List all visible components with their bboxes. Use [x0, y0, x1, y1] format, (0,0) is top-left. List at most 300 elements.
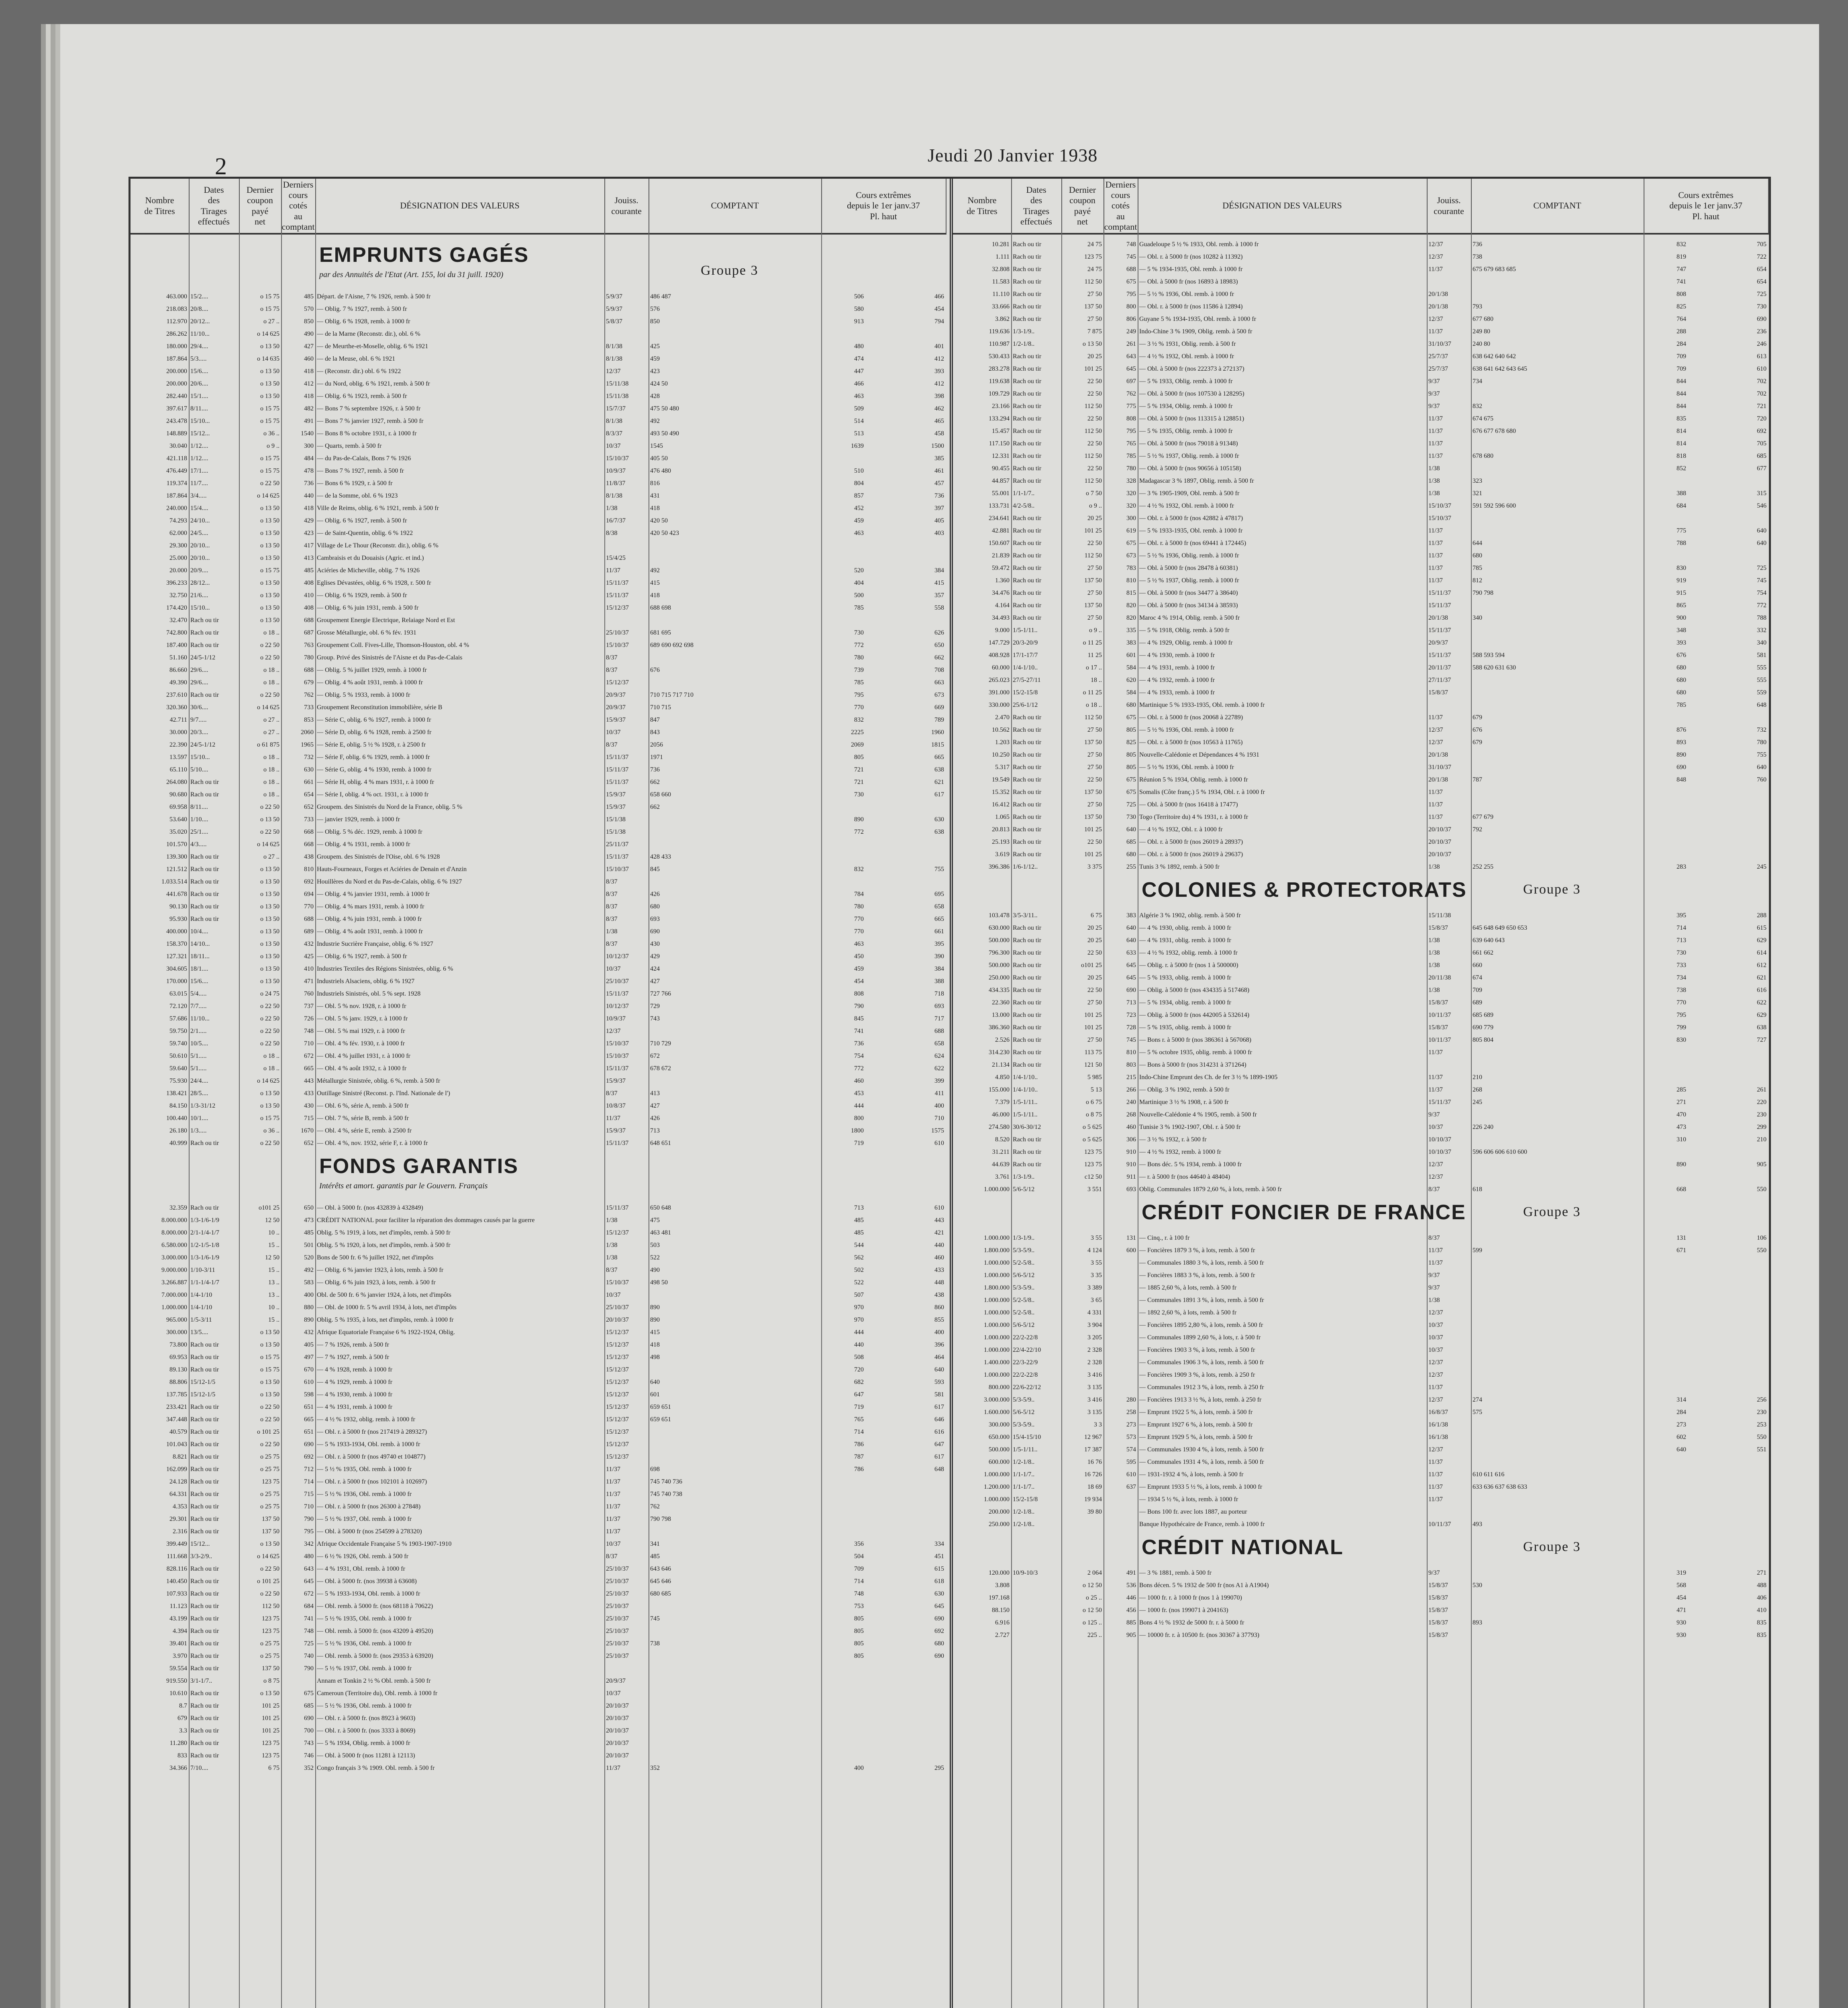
cell-j: 25/7/37 [1428, 363, 1469, 375]
cell-d: Rach ou tir [1013, 413, 1060, 424]
cell-cp: 425 [650, 341, 820, 352]
cell-h: 734 [1645, 972, 1686, 984]
cell-j: 8/1/38 [606, 341, 647, 352]
cell-v: — Emprunt 1922 5 %, à lots, remb. à 500 fr [1139, 1407, 1425, 1418]
cell-p: 795 [1105, 426, 1136, 437]
cell-c: o 22 50 [241, 1138, 279, 1149]
cell-c: 5 13 [1063, 1084, 1102, 1096]
cell-b: 663 [867, 677, 944, 688]
cell-v: — Obl. à 5000 fr (nos 90656 à 105158) [1139, 463, 1425, 474]
cell-c: o 27 .. [241, 851, 279, 863]
cell-d: Rach ou tir [190, 615, 237, 626]
cell-b: 410 [1689, 1605, 1766, 1616]
cell-cp: 890 [650, 1314, 820, 1326]
cell-p: 805 [1105, 762, 1136, 773]
cell-d: Rach ou tir [1013, 799, 1060, 810]
cell-n: 3.266.887 [132, 1277, 187, 1288]
cell-p: 418 [283, 391, 314, 402]
cell-p: 598 [283, 1389, 314, 1400]
cell-v: — 4 % 1930, oblig. remb. à 1000 fr [1139, 922, 1425, 934]
cell-h: 832 [1645, 239, 1686, 250]
cell-h: 825 [1645, 301, 1686, 312]
cell-d: 24/5.... [190, 528, 237, 539]
table-row [953, 812, 1769, 823]
cell-h: 772 [823, 1063, 864, 1074]
cell-h: 509 [823, 403, 864, 414]
cell-c: 123 75 [1063, 251, 1102, 263]
cell-v: — 1000 fr. r. à 1000 fr (nos 1 à 199070) [1139, 1592, 1425, 1604]
cell-b: 755 [1689, 749, 1766, 761]
cell-b: 638 [1689, 1022, 1766, 1033]
cell-v: — Oblig. 6 % 1928, remb. à 1000 fr [317, 316, 603, 327]
cell-p: 670 [283, 1364, 314, 1375]
cell-h: 804 [823, 478, 864, 489]
cell-j: 8/37 [606, 1551, 647, 1562]
cell-c: 137 50 [1063, 787, 1102, 798]
cell-j: 15/11/37 [606, 1063, 647, 1074]
cell-c: o 13 50 [241, 578, 279, 589]
cell-d: Rach ou tir [1013, 575, 1060, 586]
cell-v: — Obl. r. à 5000 fr (nos 102101 à 102697) [317, 1476, 603, 1488]
cell-h: 970 [823, 1314, 864, 1326]
cell-d: 1/3-31/12 [190, 1100, 237, 1112]
cell-c: 137 50 [241, 1663, 279, 1674]
cell-c: 5 985 [1063, 1072, 1102, 1083]
cell-n: 139.300 [132, 851, 187, 863]
cell-p: 651 [283, 1426, 314, 1438]
cell-n: 330.000 [955, 700, 1010, 711]
cell-j: 10/10/37 [1428, 1134, 1469, 1145]
cell-n: 274.580 [955, 1122, 1010, 1133]
cell-v: — Oblig. r. à 5000 fr (nos 1 à 500000) [1139, 960, 1425, 971]
cell-n: 200.000 [132, 378, 187, 390]
table-row [953, 463, 1769, 474]
table-row [131, 453, 950, 464]
cell-j: 15/11/38 [606, 378, 647, 390]
cell-b: 581 [867, 1389, 944, 1400]
cell-c: 3 416 [1063, 1394, 1102, 1406]
cell-j: 12/37 [1428, 724, 1469, 736]
cell-p: 645 [283, 1576, 314, 1587]
cell-d: 24/4.... [190, 1075, 237, 1087]
cell-h: 500 [823, 590, 864, 601]
table-row [131, 1725, 950, 1737]
cell-d: Rach ou tir [1013, 1159, 1060, 1170]
cell-d: Rach ou tir [190, 1750, 237, 1761]
cell-n: 919.550 [132, 1675, 187, 1687]
table-row [953, 1010, 1769, 1021]
cell-j: 15/12/37 [606, 1227, 647, 1239]
cell-j: 15/10/37 [1428, 500, 1469, 512]
table-row [131, 1277, 950, 1288]
cell-c: o 13 50 [241, 926, 279, 937]
cell-p: 675 [1105, 538, 1136, 549]
cell-c: o 9 .. [1063, 625, 1102, 636]
cell-c: 17 387 [1063, 1444, 1102, 1455]
cell-h: 775 [1645, 525, 1686, 537]
cell-h: 520 [823, 565, 864, 576]
cell-b: 261 [1689, 1084, 1766, 1096]
cell-p: 880 [283, 1302, 314, 1313]
table-row [131, 378, 950, 390]
cell-v: — 4 % 1929, Oblig. remb. à 1000 fr [1139, 637, 1425, 649]
cell-j: 20/1/38 [1428, 749, 1469, 761]
cell-d: 5/10.... [190, 764, 237, 775]
cell-p: 432 [283, 939, 314, 950]
cell-h: 814 [1645, 426, 1686, 437]
cell-j: 20/9/37 [606, 702, 647, 713]
cell-h: 460 [823, 1075, 864, 1087]
table-row [131, 901, 950, 912]
table-row [131, 876, 950, 888]
cell-j: 10/37 [606, 1688, 647, 1699]
cell-b: 617 [867, 1402, 944, 1413]
cell-cp: 662 [650, 777, 820, 788]
cell-b: 615 [867, 1563, 944, 1575]
cell-v: — Obl. r. à 5000 fr (nos 10282 à 11392) [1139, 251, 1425, 263]
cell-p: 733 [283, 814, 314, 825]
cell-b: 558 [867, 602, 944, 614]
cell-d: Rach ou tir [190, 1402, 237, 1413]
cell-d: 1/1-1/7.. [1013, 488, 1060, 499]
cell-d: 3/3-2/9.. [190, 1551, 237, 1562]
cell-d: Rach ou tir [1013, 1147, 1060, 1158]
cell-d: 8/11.... [190, 403, 237, 414]
table-row [953, 239, 1769, 250]
cell-j: 16/8/37 [1428, 1407, 1469, 1418]
table-row [131, 403, 950, 414]
table-row [953, 947, 1769, 959]
cell-v: — 5 ½ % 1936, Obl. remb. à 1000 fr [317, 1700, 603, 1712]
cell-c: o 22 50 [241, 826, 279, 838]
cell-cp: 745 740 738 [650, 1489, 820, 1500]
cell-v: — 5 % 1935, oblig. remb. à 1000 fr [1139, 1022, 1425, 1033]
cell-b: 736 [867, 490, 944, 502]
cell-c: 137 50 [1063, 812, 1102, 823]
cell-c: 22 50 [1063, 463, 1102, 474]
cell-j: 1/38 [1428, 475, 1469, 487]
cell-p: 640 [1105, 935, 1136, 946]
cell-p: 688 [283, 615, 314, 626]
cell-c: 4 124 [1063, 1245, 1102, 1256]
cell-c: o 25 75 [241, 1501, 279, 1512]
cell-j: 15/10/37 [606, 1051, 647, 1062]
cell-d: Rach ou tir [1013, 985, 1060, 996]
table-row [953, 849, 1769, 860]
table-row [131, 391, 950, 402]
cell-p: 619 [1105, 525, 1136, 537]
cell-j: 11/37 [1428, 1257, 1469, 1269]
cell-cp: 736 [650, 764, 820, 775]
cell-d: 5/3-5/9.. [1013, 1282, 1060, 1294]
cell-b: 400 [867, 1100, 944, 1112]
cell-d: Rach ou tir [1013, 239, 1060, 250]
cell-c: o 18 .. [241, 677, 279, 688]
cell-d: 20/10... [190, 540, 237, 551]
table-row [131, 553, 950, 564]
cell-c: 112 50 [1063, 426, 1102, 437]
cell-h: 453 [823, 1088, 864, 1099]
cell-h: 770 [823, 926, 864, 937]
cell-h: 388 [1645, 488, 1686, 499]
cell-b: 640 [1689, 525, 1766, 537]
cell-n: 180.000 [132, 341, 187, 352]
cell-p: 685 [283, 1700, 314, 1712]
cell-p: 408 [283, 578, 314, 589]
table-row [131, 353, 950, 365]
cell-c: 137 50 [1063, 301, 1102, 312]
cell-n: 120.000 [955, 1567, 1010, 1579]
cell-c: 22 50 [1063, 985, 1102, 996]
cell-c: 121 50 [1063, 1059, 1102, 1071]
cell-j: 12/37 [606, 366, 647, 377]
cell-cp: 805 804 [1473, 1035, 1642, 1046]
cell-b: 613 [1689, 351, 1766, 362]
cell-j: 9/37 [1428, 1109, 1469, 1120]
cell-d: 7/10.... [190, 1763, 237, 1774]
cell-p: 675 [1105, 774, 1136, 786]
cell-j: 15/12/37 [606, 602, 647, 614]
cell-b: 630 [867, 814, 944, 825]
table-row [953, 376, 1769, 387]
table-row [131, 1088, 950, 1099]
cell-p: 574 [1105, 1444, 1136, 1455]
cell-v: — Oblig. 6 % 1923, remb. à 500 fr [317, 391, 603, 402]
cell-n: 218.083 [132, 304, 187, 315]
cell-d: Rach ou tir [190, 876, 237, 888]
cell-d: Rach ou tir [190, 1364, 237, 1375]
cell-j: 11/37 [1428, 1482, 1469, 1493]
cell-v: — Obl. r. à 5000 fr (nos 26300 à 27848) [317, 1501, 603, 1512]
cell-v: — 5 ½ % 1937, Obl. remb. à 1000 fr [317, 1514, 603, 1525]
cell-v: — 5 % 1935, Oblig. remb. à 1000 fr [1139, 426, 1425, 437]
cell-p: 637 [1105, 1482, 1136, 1493]
cell-b: 460 [867, 1252, 944, 1263]
cell-j: 1/38 [1428, 861, 1469, 873]
cell-d: 15/6.... [190, 976, 237, 987]
cell-b: 610 [867, 1202, 944, 1214]
table-row [131, 1576, 950, 1587]
cell-p: 710 [283, 1038, 314, 1049]
cell-v: — Obl. à 5000 fr (nos 222373 à 272137) [1139, 363, 1425, 375]
cell-c: o 5 625 [1063, 1134, 1102, 1145]
cell-v: Groupement Reconstitution immobilière, série B [317, 702, 603, 713]
cell-d: 20/6.... [190, 378, 237, 390]
cell-j: 8/37 [606, 914, 647, 925]
cell-p: 633 [1105, 947, 1136, 959]
cell-c: 22 50 [1063, 837, 1102, 848]
cell-h: 780 [823, 652, 864, 663]
table-row [131, 1626, 950, 1637]
cell-h: 845 [823, 1013, 864, 1024]
cell-h: 857 [823, 490, 864, 502]
cell-j: 10/37 [1428, 1320, 1469, 1331]
cell-n: 476.449 [132, 465, 187, 477]
cell-c: 12 50 [241, 1252, 279, 1263]
cell-cp: 727 766 [650, 988, 820, 1000]
table-row [953, 1592, 1769, 1604]
cell-n: 32.359 [132, 1202, 187, 1214]
cell-b: 443 [867, 1215, 944, 1226]
cell-d: Rach ou tir [1013, 513, 1060, 524]
cell-c: 20 25 [1063, 351, 1102, 362]
cell-j: 10/11/37 [1428, 1035, 1469, 1046]
cell-j: 25/10/37 [606, 976, 647, 987]
cell-d: 22/4-22/10 [1013, 1345, 1060, 1356]
cell-j: 10/37 [606, 441, 647, 452]
cell-p: 668 [283, 839, 314, 850]
cell-n: 1.800.000 [955, 1245, 1010, 1256]
cell-p: 520 [283, 1252, 314, 1263]
cell-c: 27 50 [1063, 724, 1102, 736]
table-row [953, 1382, 1769, 1393]
cell-p: 688 [283, 914, 314, 925]
section-fonds-garantis: FONDS GARANTIS [319, 1154, 518, 1178]
cell-h: 680 [1645, 662, 1686, 673]
cell-n: 13.597 [132, 752, 187, 763]
cell-n: 13.000 [955, 1010, 1010, 1021]
cell-j: 20/10/37 [1428, 824, 1469, 835]
cell-d: Rach ou tir [1013, 922, 1060, 934]
cell-b: 685 [1689, 451, 1766, 462]
cell-n: 1.000.000 [955, 1469, 1010, 1480]
cell-p: 762 [283, 690, 314, 701]
cell-v: Nouvelle-Calédonie 4 % 1905, remb. à 500 fr [1139, 1109, 1425, 1120]
cell-p: 446 [1105, 1592, 1136, 1604]
cell-c: o 11 25 [1063, 687, 1102, 698]
cell-j: 11/37 [1428, 326, 1469, 337]
cell-v: — 4 % 1930, remb. à 1000 fr [1139, 650, 1425, 661]
cell-n: 200.000 [132, 366, 187, 377]
table-row [953, 861, 1769, 873]
cell-d: 11/7.... [190, 478, 237, 489]
cell-cp: 599 [1473, 1245, 1642, 1256]
cell-n: 391.000 [955, 687, 1010, 698]
cell-d: 17/1-17/7 [1013, 650, 1060, 661]
cell-n: 408.928 [955, 650, 1010, 661]
cell-j: 11/37 [1428, 1084, 1469, 1096]
cell-v: Martinique 3 ½ % 1908, r. à 500 fr [1139, 1097, 1425, 1108]
cell-h: 580 [823, 304, 864, 315]
cell-p: 490 [283, 329, 314, 340]
cell-cp: 660 [1473, 960, 1642, 971]
cell-cp: 503 [650, 1240, 820, 1251]
cell-d: Rach ou tir [1013, 1010, 1060, 1021]
cell-j: 20/10/37 [1428, 849, 1469, 860]
table-row [953, 749, 1769, 761]
cell-n: 386.360 [955, 1022, 1010, 1033]
cell-d: Rach ou tir [190, 690, 237, 701]
cell-n: 3.619 [955, 849, 1010, 860]
cell-h: 271 [1645, 1097, 1686, 1108]
cell-v: Réunion 5 % 1934, Oblig. remb. à 1000 fr [1139, 774, 1425, 786]
cell-n: 88.150 [955, 1605, 1010, 1616]
cell-v: Aciéries de Micheville, oblig. 7 % 1926 [317, 565, 603, 576]
table-row [131, 1514, 950, 1525]
cell-p: 480 [283, 1551, 314, 1562]
cell-d: 5/1..... [190, 1063, 237, 1074]
table-row [131, 565, 950, 576]
cell-j: 12/37 [606, 1026, 647, 1037]
cell-v: — 3 ½ % 1931, Oblig. remb. à 500 fr [1139, 339, 1425, 350]
table-row [131, 802, 950, 813]
cell-v: — 5 % 1918, Oblig. remb. à 500 fr [1139, 625, 1425, 636]
cell-c: 225 .. [1063, 1630, 1102, 1641]
cell-p: 672 [283, 1588, 314, 1600]
cell-c: o 18 .. [1063, 700, 1102, 711]
cell-c: o 7 50 [1063, 488, 1102, 499]
cell-v: Industriels Sinistrés, obl. 5 % sept. 1928 [317, 988, 603, 1000]
table-row [131, 1001, 950, 1012]
cell-p: 268 [1105, 1109, 1136, 1120]
cell-j: 10/9/37 [606, 1013, 647, 1024]
cell-d: 18/1.... [190, 963, 237, 975]
cell-cp: 710 715 717 710 [650, 690, 820, 701]
cell-d: 21/6.... [190, 590, 237, 601]
section-credit-national: CRÉDIT NATIONAL [1142, 1535, 1344, 1559]
cell-c: 16 726 [1063, 1469, 1102, 1480]
cell-v: — 5 ½ % 1936, Obl. remb. à 1000 fr [1139, 289, 1425, 300]
cell-b: 677 [1689, 463, 1766, 474]
cell-cp: 426 [650, 1113, 820, 1124]
cell-b: 357 [867, 590, 944, 601]
cell-p: 760 [283, 988, 314, 1000]
cell-p: 584 [1105, 662, 1136, 673]
cell-d: Rach ou tir [1013, 774, 1060, 786]
cell-j: 15/9/37 [606, 1075, 647, 1087]
cell-b: 702 [1689, 376, 1766, 387]
table-row [953, 251, 1769, 263]
cell-n: 265.023 [955, 675, 1010, 686]
cell-j: 15/11/37 [606, 1138, 647, 1149]
cell-b: 650 [867, 640, 944, 651]
cell-h: 450 [823, 951, 864, 962]
cell-b: 755 [867, 864, 944, 875]
cell-cp: 427 [650, 1100, 820, 1112]
table-row [953, 1257, 1769, 1269]
cell-n: 110.987 [955, 339, 1010, 350]
cell-n: 4.353 [132, 1501, 187, 1512]
cell-c: 6 75 [241, 1763, 279, 1774]
table-row [953, 737, 1769, 748]
cell-v: — 4 ½ % 1932, Obl. remb. à 1000 fr [1139, 500, 1425, 512]
cell-cp: 645 646 [650, 1576, 820, 1587]
cell-v: — Foncières 1903 3 %, à lots, remb. à 500 fr [1139, 1345, 1425, 1356]
cell-d: 18/11... [190, 951, 237, 962]
cell-j: 12/37 [1428, 737, 1469, 748]
cell-d: 29/6.... [190, 677, 237, 688]
cell-p: 694 [283, 889, 314, 900]
cell-cp: 240 80 [1473, 339, 1642, 350]
cell-n: 3.808 [955, 1580, 1010, 1591]
table-row [953, 1519, 1769, 1530]
cell-cp: 476 480 [650, 465, 820, 477]
cell-p: 910 [1105, 1159, 1136, 1170]
cell-d: Rach ou tir [190, 1202, 237, 1214]
cell-c: 24 75 [1063, 239, 1102, 250]
cell-h: 805 [823, 1613, 864, 1624]
column-header-n: Nombre de Titres [131, 179, 190, 235]
cell-p: 484 [283, 453, 314, 464]
table-row [131, 1526, 950, 1537]
cell-v: — 4 % 1929, remb. à 1000 fr [317, 1377, 603, 1388]
column-header-p: Derniers cours cotés au comptant [281, 179, 316, 235]
cell-cp: 245 [1473, 1097, 1642, 1108]
cell-j: 25/10/37 [606, 627, 647, 639]
cell-b: 692 [867, 1626, 944, 1637]
column-header-c: Dernier coupon payé net [1061, 179, 1104, 235]
cell-v: — Obl. r. à 5000 fr (nos 10563 à 11765) [1139, 737, 1425, 748]
